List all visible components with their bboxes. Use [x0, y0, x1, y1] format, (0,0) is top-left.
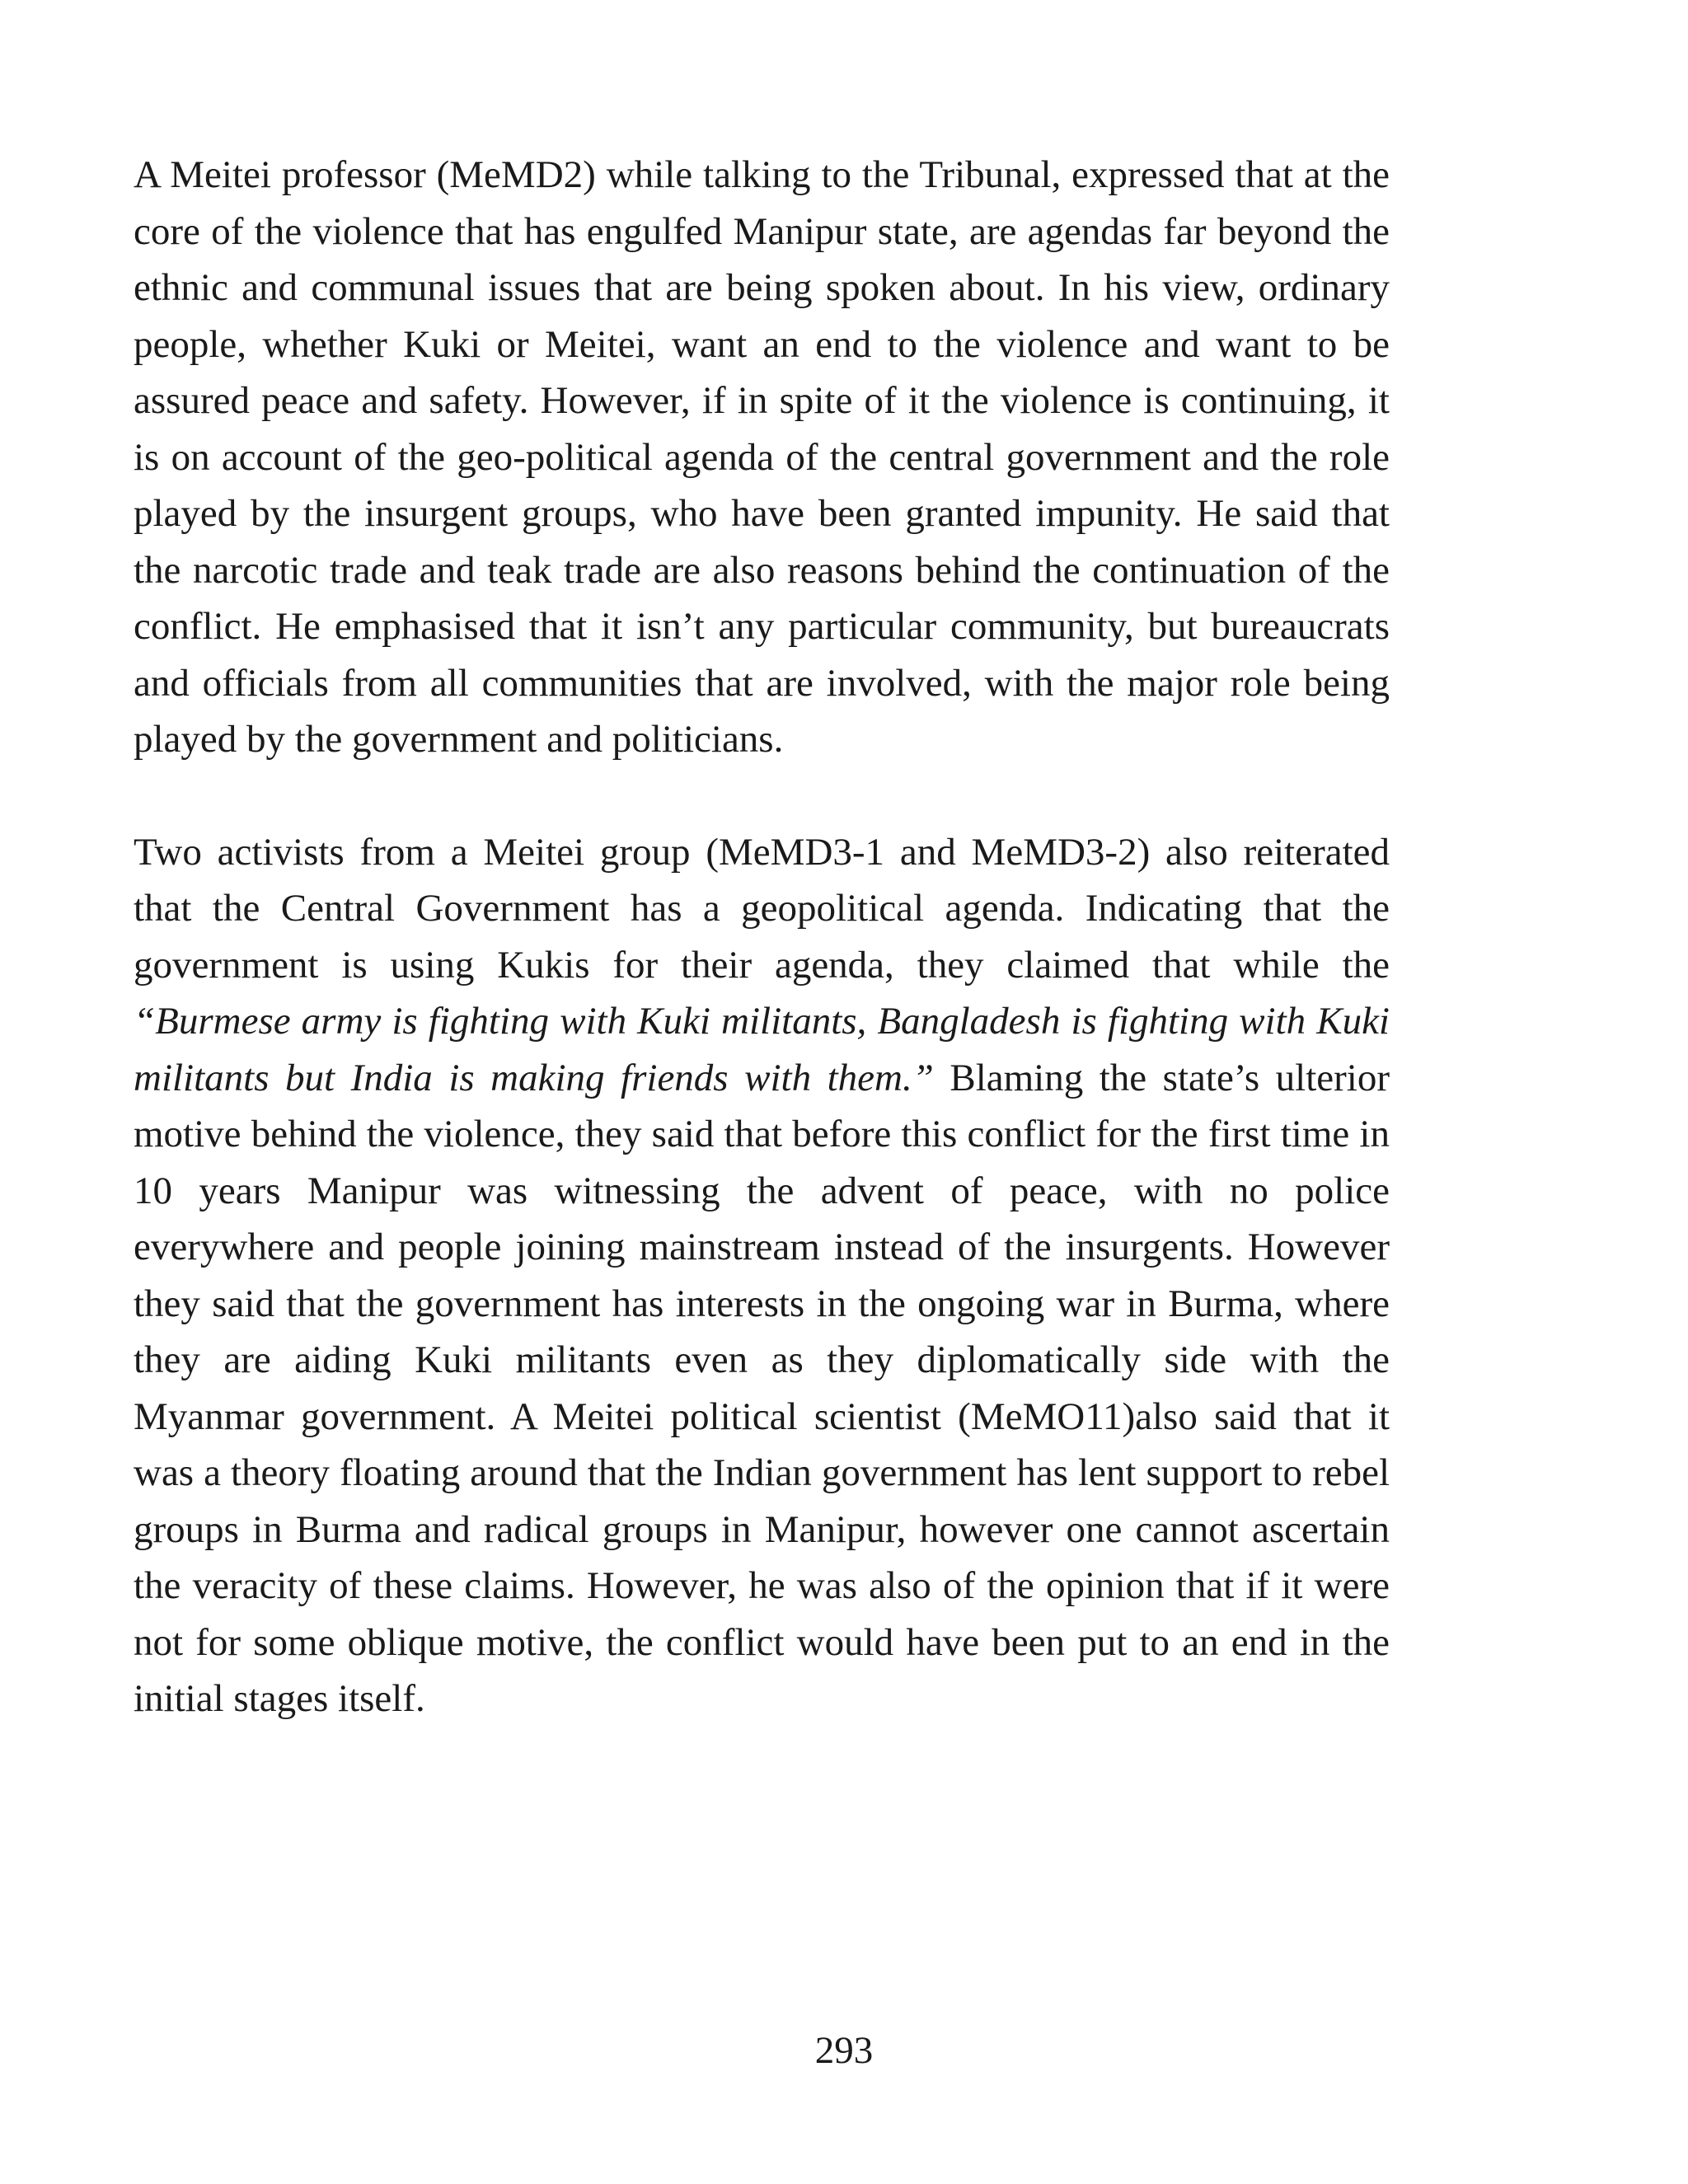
- paragraph-text-after-quote: Blaming the state’s ulterior motive behind the violence, they said that before this conflict for the first time in 10 years Manipur was witnessing the advent of peace, with no police everywhere and people joining mainstream instead of the insurgents. However they said that the government has interests in the ongoing war in Burma, where they are aiding Kuki militants even as they diplomatically side with the Myanmar government. A Meitei political scientist (MeMO11)also said that it was a theory floating around that the Indian government has lent support to rebel groups in Burma and radical groups in Manipur, however one cannot ascertain the veracity of these claims. However, he was also of the opinion that if it were not for some oblique motive, the conflict would have been put to an end in the initial stages itself.: [134, 1056, 1390, 1720]
- paragraph-professor-view: A Meitei professor (MeMD2) while talking to the Tribunal, expressed that at the core of the violence that has engulfed Manipur state, are agendas far beyond the ethnic and communal issues that are being spoken about. In his view, ordinary people, whether Kuki or Meitei, want an end to the violence and want to be assured peace and safety. However, if in spite of it the violence is continuing, it is on account of the geo-political agenda of the central government and the role played by the insurgent groups, who have been granted impunity. He said that the narcotic trade and teak trade are also reasons behind the continuation of the conflict. He emphasised that it isn’t any particular community, but bureaucrats and officials from all communities that are involved, with the major role being played by the government and politicians.: [134, 153, 1390, 761]
- paragraph-text-before-quote: Two activists from a Meitei group (MeMD3-1 and MeMD3-2) also reiterated that the Central Government has a geopolitical agenda. Indicating that the government is using Kukis for their agenda, they claimed that while the: [134, 830, 1390, 987]
- activist-quote: “Burmese army is fighting with Kuki militants, Bangladesh is fighting with Kuki militants but India is making friends with them.”: [134, 1000, 1390, 1099]
- page-number: 293: [814, 2029, 874, 2072]
- body-text: [134, 147, 1390, 1727]
- paragraph-activists-view: [134, 824, 1390, 1727]
